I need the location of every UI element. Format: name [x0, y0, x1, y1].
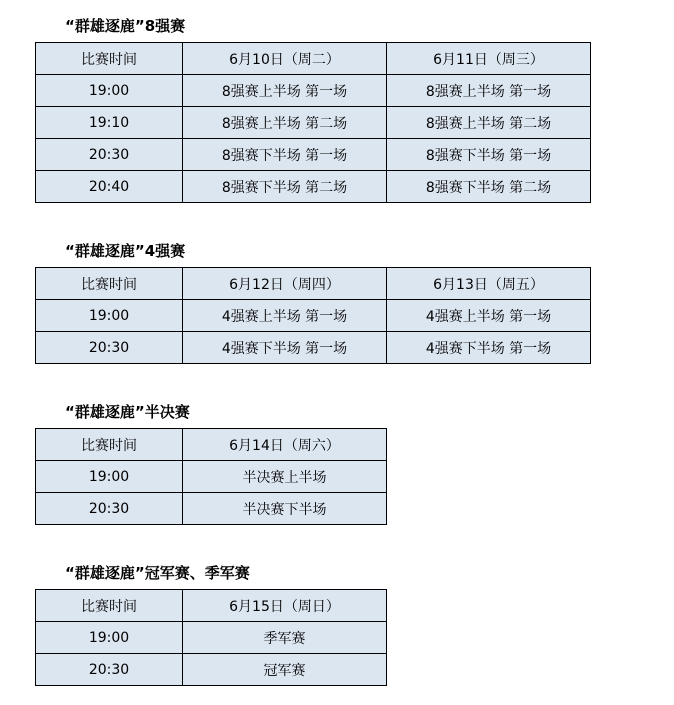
- table-header-cell: 比赛时间: [36, 590, 183, 622]
- table-row: [36, 139, 591, 171]
- time-cell: 19:00: [36, 461, 183, 493]
- schedule-table: [35, 428, 387, 525]
- match-cell: 8强赛下半场 第一场: [387, 139, 591, 171]
- match-cell: 4强赛上半场 第一场: [387, 300, 591, 332]
- match-cell: 8强赛下半场 第二场: [387, 171, 591, 203]
- table-header-row: [36, 590, 387, 622]
- match-cell: 8强赛上半场 第一场: [387, 75, 591, 107]
- schedule-section-semifinal: [35, 402, 387, 525]
- schedule-table: [35, 589, 387, 686]
- match-cell: 8强赛上半场 第二场: [387, 107, 591, 139]
- table-row: [36, 171, 591, 203]
- table-header-cell: 6月12日（周四）: [183, 268, 387, 300]
- time-cell: 20:30: [36, 139, 183, 171]
- time-cell: 19:00: [36, 622, 183, 654]
- table-header-row: [36, 429, 387, 461]
- table-header-cell: 6月15日（周日）: [183, 590, 387, 622]
- match-cell: 4强赛下半场 第一场: [183, 332, 387, 364]
- table-header-cell: 比赛时间: [36, 268, 183, 300]
- table-row: [36, 75, 591, 107]
- time-cell: 20:30: [36, 493, 183, 525]
- schedule-table: [35, 42, 591, 203]
- table-row: [36, 493, 387, 525]
- time-cell: 19:00: [36, 300, 183, 332]
- table-row: [36, 622, 387, 654]
- schedule-table: [35, 267, 591, 364]
- table-header-cell: 比赛时间: [36, 429, 183, 461]
- table-header-row: [36, 43, 591, 75]
- table-header-cell: 6月11日（周三）: [387, 43, 591, 75]
- match-cell: 8强赛上半场 第一场: [183, 75, 387, 107]
- section-title: “群雄逐鹿”4强赛: [65, 242, 186, 260]
- time-cell: 19:00: [36, 75, 183, 107]
- time-cell: 19:10: [36, 107, 183, 139]
- match-cell: 8强赛上半场 第二场: [183, 107, 387, 139]
- match-cell: 季军赛: [183, 622, 387, 654]
- table-row: [36, 107, 591, 139]
- table-row: [36, 332, 591, 364]
- time-cell: 20:30: [36, 654, 183, 686]
- section-title: “群雄逐鹿”冠军赛、季军赛: [65, 564, 250, 582]
- table-header-row: [36, 268, 591, 300]
- table-header-cell: 6月10日（周二）: [183, 43, 387, 75]
- match-cell: 冠军赛: [183, 654, 387, 686]
- match-cell: 8强赛下半场 第一场: [183, 139, 387, 171]
- match-cell: 4强赛下半场 第一场: [387, 332, 591, 364]
- schedule-section-final: [35, 563, 387, 686]
- section-title: “群雄逐鹿”半决赛: [65, 403, 190, 421]
- match-cell: 半决赛上半场: [183, 461, 387, 493]
- table-header-cell: 6月14日（周六）: [183, 429, 387, 461]
- section-title: “群雄逐鹿”8强赛: [65, 17, 186, 35]
- match-cell: 半决赛下半场: [183, 493, 387, 525]
- match-cell: 8强赛下半场 第二场: [183, 171, 387, 203]
- table-header-cell: 6月13日（周五）: [387, 268, 591, 300]
- schedule-section-semifinal-4: [35, 241, 591, 364]
- table-header-cell: 比赛时间: [36, 43, 183, 75]
- schedule-section-round-of-8: [35, 16, 591, 203]
- table-row: [36, 300, 591, 332]
- time-cell: 20:30: [36, 332, 183, 364]
- table-row: [36, 654, 387, 686]
- time-cell: 20:40: [36, 171, 183, 203]
- table-row: [36, 461, 387, 493]
- match-cell: 4强赛上半场 第一场: [183, 300, 387, 332]
